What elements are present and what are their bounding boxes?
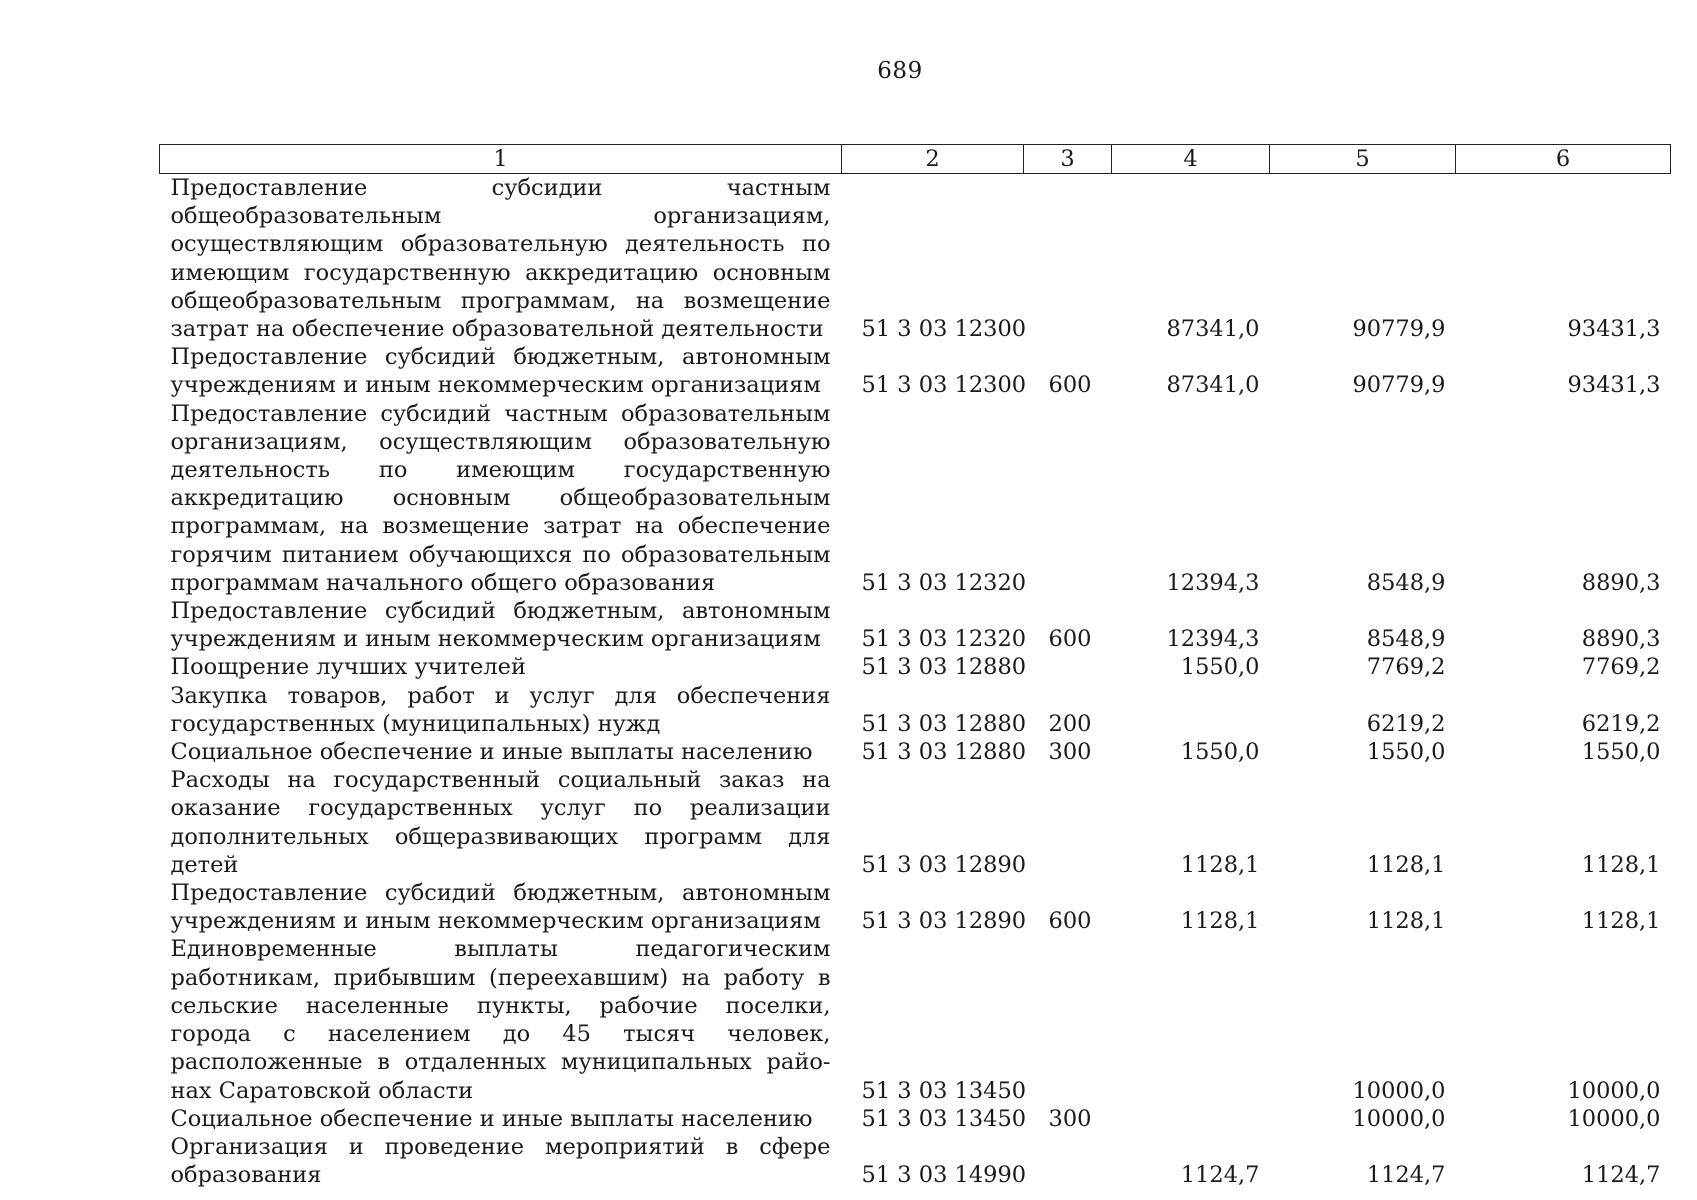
table-header bbox=[160, 145, 1671, 174]
row-code: 51 3 03 12880 bbox=[861, 739, 1027, 766]
row-value-col4: 1128,1 bbox=[1180, 851, 1260, 878]
row-value-col5: 8548,9 bbox=[1366, 569, 1446, 596]
table-row bbox=[160, 738, 1671, 766]
row-expense-type: 600 bbox=[1048, 908, 1092, 935]
column-header-5: 5 bbox=[1270, 145, 1456, 174]
row-value-col5: 1550,0 bbox=[1366, 739, 1446, 766]
row-value-col6: 1128,1 bbox=[1581, 908, 1661, 935]
row-value-col6: 6219,2 bbox=[1581, 710, 1661, 737]
row-code: 51 3 03 12320 bbox=[861, 569, 1027, 596]
budget-table bbox=[159, 144, 1671, 1189]
header-row bbox=[160, 145, 1671, 174]
row-value-col5: 10000,0 bbox=[1352, 1105, 1446, 1132]
row-value-col4: 1124,7 bbox=[1180, 1162, 1260, 1189]
row-name: Расходы на государственный социальный заказ на оказание государственных услуг по реализации дополнительных общеразвивающих программ для детей bbox=[170, 767, 831, 878]
row-expense-type bbox=[1024, 400, 1112, 597]
table-row bbox=[160, 1133, 1671, 1189]
row-code: 51 3 03 12320 bbox=[861, 626, 1027, 653]
row-name: Единовременные выплаты педагогическим работникам, прибывшим (переехавшим) на работу в сельские населенные пункты, рабочие поселки, города с населением до 45 тысяч человек, расположенные в отдаленных муниципальных районах Саратовской области bbox=[170, 936, 831, 1104]
row-value-col5: 1128,1 bbox=[1366, 908, 1446, 935]
row-value-col5: 90779,9 bbox=[1352, 372, 1446, 399]
row-value-col6: 8890,3 bbox=[1581, 626, 1661, 653]
row-name: Поощрение лучших учителей bbox=[170, 654, 526, 681]
row-expense-type bbox=[1024, 174, 1112, 344]
table-row bbox=[160, 174, 1671, 344]
row-value-col6: 1124,7 bbox=[1581, 1162, 1661, 1189]
row-code: 51 3 03 12890 bbox=[861, 908, 1027, 935]
row-name: Предоставление субсидий частным образовательным организациям, осуществляющим образовательную деятельность по имеющим государственную аккредитацию основным общеобразовательным программам, на возмещение затрат на обеспечение горячим питанием обучающихся по образовательным программам начального общего образования bbox=[170, 400, 831, 596]
row-value-col4: 1128,1 bbox=[1180, 908, 1260, 935]
table-row bbox=[160, 653, 1671, 681]
row-name: Предоставление субсидий бюджетным, автономным учреждениям и иным некоммерческим организациям bbox=[170, 344, 831, 399]
row-code: 51 3 03 12300 bbox=[861, 372, 1027, 399]
column-header-3: 3 bbox=[1024, 145, 1112, 174]
table-row bbox=[160, 682, 1671, 738]
row-name: Закупка товаров, работ и услуг для обеспечения государственных (муниципальных) нужд bbox=[170, 682, 831, 737]
row-value-col6: 1550,0 bbox=[1581, 739, 1661, 766]
row-value-col4: 12394,3 bbox=[1166, 626, 1260, 653]
row-expense-type bbox=[1024, 1133, 1112, 1189]
table-row bbox=[160, 597, 1671, 653]
row-value-col6: 10000,0 bbox=[1567, 1105, 1661, 1132]
row-value-col5: 7769,2 bbox=[1366, 654, 1446, 681]
row-value-col5: 90779,9 bbox=[1352, 316, 1446, 343]
row-value-col6: 7769,2 bbox=[1581, 654, 1661, 681]
row-code: 51 3 03 13450 bbox=[861, 1077, 1027, 1104]
row-value-col4 bbox=[1112, 682, 1270, 738]
page-number: 689 bbox=[877, 58, 923, 84]
row-name: Предоставление субсидии частным общеобразовательным организациям, осуществляющим образовательную деятельность по имеющим государственную аккредитацию основным общеобразовательным программам, на возмещение затрат на обеспечение образовательной деятельности bbox=[170, 175, 831, 343]
row-name: Предоставление субсидий бюджетным, автономным учреждениям и иным некоммерческим организациям bbox=[170, 880, 831, 935]
row-expense-type bbox=[1024, 653, 1112, 681]
table-body bbox=[160, 174, 1671, 1190]
column-header-4: 4 bbox=[1112, 145, 1270, 174]
row-value-col4: 12394,3 bbox=[1166, 569, 1260, 596]
row-code: 51 3 03 12300 bbox=[861, 316, 1027, 343]
row-value-col4: 1550,0 bbox=[1180, 654, 1260, 681]
row-expense-type: 300 bbox=[1048, 1105, 1092, 1132]
row-value-col6: 93431,3 bbox=[1567, 372, 1661, 399]
row-value-col6: 8890,3 bbox=[1581, 569, 1661, 596]
row-code: 51 3 03 14990 bbox=[861, 1162, 1027, 1189]
row-expense-type: 300 bbox=[1048, 739, 1092, 766]
row-name: Социальное обеспечение и иные выплаты населению bbox=[170, 739, 813, 766]
row-value-col4: 87341,0 bbox=[1166, 372, 1260, 399]
row-value-col5: 1128,1 bbox=[1366, 851, 1446, 878]
table-row bbox=[160, 343, 1671, 399]
row-expense-type: 600 bbox=[1048, 626, 1092, 653]
row-name: Организация и проведение мероприятий в сфере образования bbox=[170, 1133, 831, 1189]
row-name: Предоставление субсидий бюджетным, автономным учреждениям и иным некоммерческим организациям bbox=[170, 598, 831, 653]
row-value-col5: 6219,2 bbox=[1366, 710, 1446, 737]
table-row bbox=[160, 1105, 1671, 1133]
table-row bbox=[160, 766, 1671, 879]
row-value-col6: 10000,0 bbox=[1567, 1077, 1661, 1104]
row-expense-type: 200 bbox=[1048, 710, 1092, 737]
row-code: 51 3 03 12880 bbox=[861, 710, 1027, 737]
row-expense-type bbox=[1024, 935, 1112, 1104]
row-code: 51 3 03 13450 bbox=[861, 1105, 1027, 1132]
row-value-col6: 1128,1 bbox=[1581, 851, 1661, 878]
row-value-col4: 87341,0 bbox=[1166, 316, 1260, 343]
row-value-col5: 10000,0 bbox=[1352, 1077, 1446, 1104]
row-code: 51 3 03 12880 bbox=[861, 654, 1027, 681]
row-expense-type bbox=[1024, 766, 1112, 879]
row-value-col4 bbox=[1112, 935, 1270, 1104]
column-header-6: 6 bbox=[1456, 145, 1671, 174]
row-value-col6: 93431,3 bbox=[1567, 316, 1661, 343]
row-value-col4: 1550,0 bbox=[1180, 739, 1260, 766]
table-row bbox=[160, 935, 1671, 1104]
row-value-col5: 1124,7 bbox=[1366, 1162, 1446, 1189]
row-expense-type: 600 bbox=[1048, 372, 1092, 399]
table-row bbox=[160, 879, 1671, 935]
row-value-col4 bbox=[1112, 1105, 1270, 1133]
row-name: Социальное обеспечение и иные выплаты населению bbox=[170, 1105, 813, 1132]
row-value-col5: 8548,9 bbox=[1366, 626, 1446, 653]
table-row bbox=[160, 400, 1671, 597]
column-header-2: 2 bbox=[842, 145, 1024, 174]
row-code: 51 3 03 12890 bbox=[861, 851, 1027, 878]
column-header-1: 1 bbox=[160, 145, 842, 174]
